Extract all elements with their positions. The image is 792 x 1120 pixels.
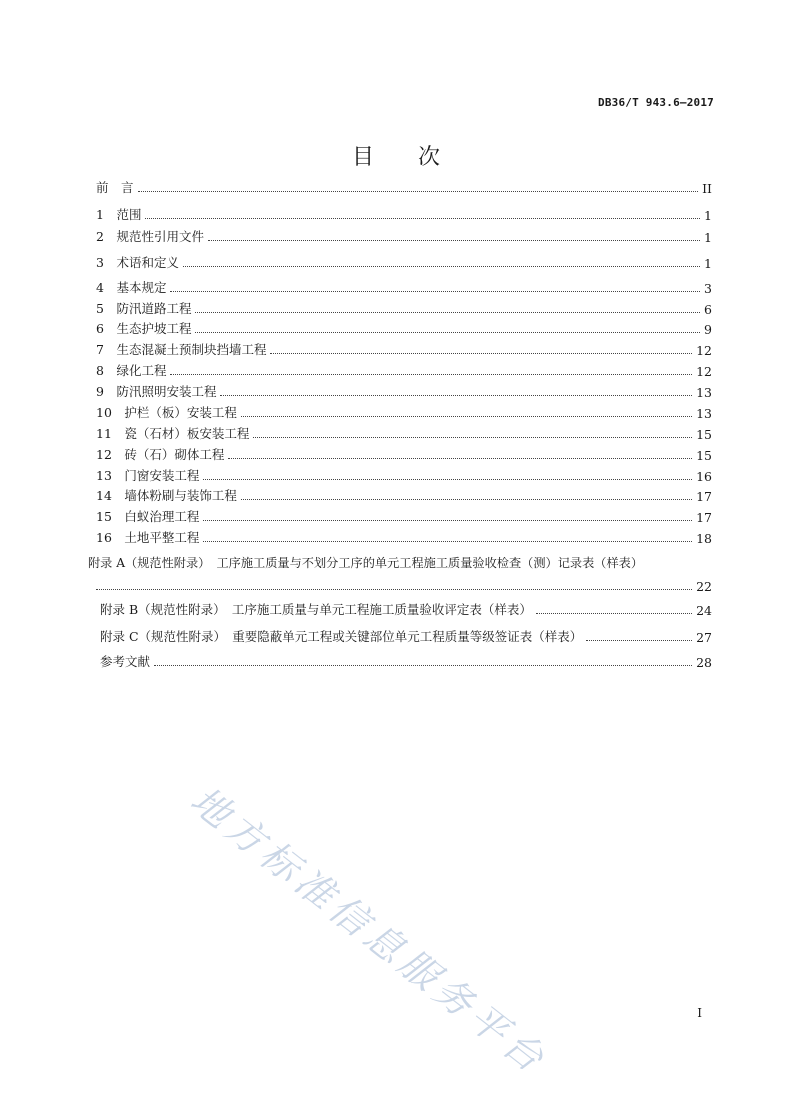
toc-entry-appendix-c[interactable] bbox=[100, 627, 712, 645]
toc-entry-label: 前 言 bbox=[96, 180, 134, 195]
toc-entry-label: 2 规范性引用文件 bbox=[96, 229, 204, 244]
toc-entry-page: 17 bbox=[696, 510, 712, 525]
toc-entry-14[interactable] bbox=[96, 486, 712, 504]
toc-entry-page: 1 bbox=[704, 208, 712, 223]
toc-entry-label: 7 生态混凝土预制块挡墙工程 bbox=[96, 342, 267, 357]
toc-entry-page: 22 bbox=[696, 579, 712, 594]
toc-entry-page: 24 bbox=[696, 603, 712, 618]
toc-entry-page: 27 bbox=[696, 630, 712, 645]
toc-entry-8[interactable] bbox=[96, 361, 712, 379]
leader-dots bbox=[203, 541, 692, 542]
toc-entry-6[interactable] bbox=[96, 319, 712, 337]
leader-dots bbox=[183, 266, 700, 267]
toc-entry-4[interactable] bbox=[96, 278, 712, 296]
toc-entry-7[interactable] bbox=[96, 340, 712, 358]
leader-dots bbox=[170, 374, 692, 375]
toc-entry-label: 8 绿化工程 bbox=[96, 363, 167, 378]
toc-entry-appendix-a[interactable] bbox=[88, 553, 716, 571]
toc-entry-label: 附录 A（规范性附录） 工序施工质量与不划分工序的单元工程施工质量验收检查（测）记录表（样表） bbox=[88, 556, 644, 570]
toc-entry-12[interactable] bbox=[96, 445, 712, 463]
toc-entry-appendix-a-continuation[interactable] bbox=[96, 576, 712, 594]
toc-entry-3[interactable] bbox=[96, 253, 712, 271]
leader-dots bbox=[586, 640, 692, 641]
toc-entry-label: 3 术语和定义 bbox=[96, 255, 179, 270]
toc-entry-label: 10 护栏（板）安装工程 bbox=[96, 405, 237, 420]
toc-entry-label: 11 瓷（石材）板安装工程 bbox=[96, 426, 250, 441]
toc-entry-page: 15 bbox=[696, 427, 712, 442]
leader-dots bbox=[203, 520, 692, 521]
toc-entry-page: 12 bbox=[696, 343, 712, 358]
toc-entry-foreword[interactable] bbox=[96, 178, 712, 196]
leader-dots bbox=[536, 613, 692, 614]
toc-entry-13[interactable] bbox=[96, 466, 712, 484]
toc-entry-label: 9 防汛照明安装工程 bbox=[96, 384, 217, 399]
toc-entry-label: 6 生态护坡工程 bbox=[96, 321, 192, 336]
toc-entry-1[interactable] bbox=[96, 205, 712, 223]
leader-dots bbox=[154, 665, 692, 666]
toc-entry-16[interactable] bbox=[96, 528, 712, 546]
toc-entry-label: 16 土地平整工程 bbox=[96, 530, 200, 545]
toc-entry-page: 6 bbox=[704, 302, 712, 317]
leader-dots bbox=[96, 589, 692, 590]
toc-entry-2[interactable] bbox=[96, 227, 712, 245]
toc-entry-9[interactable] bbox=[96, 382, 712, 400]
page-number: I bbox=[697, 1006, 702, 1020]
toc-entry-label: 13 门窗安装工程 bbox=[96, 468, 200, 483]
toc-entry-page: 9 bbox=[704, 322, 712, 337]
toc-entry-references[interactable] bbox=[100, 652, 712, 670]
toc-entry-appendix-b[interactable] bbox=[100, 600, 712, 618]
leader-dots bbox=[270, 353, 692, 354]
toc-entry-page: 1 bbox=[704, 230, 712, 245]
leader-dots bbox=[203, 479, 692, 480]
toc-entry-label: 12 砖（石）砌体工程 bbox=[96, 447, 225, 462]
leader-dots bbox=[241, 499, 692, 500]
toc-entry-page: 1 bbox=[704, 256, 712, 271]
toc-entry-page: 12 bbox=[696, 364, 712, 379]
leader-dots bbox=[208, 240, 700, 241]
leader-dots bbox=[241, 416, 692, 417]
toc-entry-label: 附录 C（规范性附录） 重要隐蔽单元工程或关键部位单元工程质量等级签证表（样表） bbox=[100, 629, 583, 644]
page-title: 目 次 bbox=[351, 145, 440, 170]
watermark-text: 地方标准信息服务平台 bbox=[182, 777, 557, 1084]
toc-entry-label: 参考文献 bbox=[100, 654, 151, 669]
standard-code: DB36/T 943.6—2017 bbox=[598, 96, 714, 109]
toc-entry-10[interactable] bbox=[96, 403, 712, 421]
toc-entry-label: 15 白蚁治理工程 bbox=[96, 509, 200, 524]
toc-entry-label: 5 防汛道路工程 bbox=[96, 301, 192, 316]
toc-entry-page: 16 bbox=[696, 469, 712, 484]
toc-entry-label: 14 墙体粉刷与装饰工程 bbox=[96, 488, 237, 503]
toc-entry-page: II bbox=[702, 181, 712, 196]
toc-entry-label: 1 范围 bbox=[96, 207, 142, 222]
leader-dots bbox=[253, 437, 692, 438]
leader-dots bbox=[170, 291, 700, 292]
toc-entry-label: 4 基本规定 bbox=[96, 280, 167, 295]
toc-entry-15[interactable] bbox=[96, 507, 712, 525]
leader-dots bbox=[138, 191, 699, 192]
leader-dots bbox=[145, 218, 700, 219]
toc-entry-11[interactable] bbox=[96, 424, 712, 442]
toc-entry-page: 15 bbox=[696, 448, 712, 463]
toc-entry-page: 28 bbox=[696, 655, 712, 670]
toc-entry-page: 18 bbox=[696, 531, 712, 546]
toc-entry-page: 3 bbox=[704, 281, 712, 296]
toc-entry-page: 17 bbox=[696, 489, 712, 504]
leader-dots bbox=[195, 332, 700, 333]
toc-entry-page: 13 bbox=[696, 406, 712, 421]
leader-dots bbox=[220, 395, 692, 396]
leader-dots bbox=[195, 312, 700, 313]
toc-entry-5[interactable] bbox=[96, 299, 712, 317]
toc-entry-label: 附录 B（规范性附录） 工序施工质量与单元工程施工质量验收评定表（样表） bbox=[100, 602, 532, 617]
leader-dots bbox=[228, 458, 692, 459]
toc-entry-page: 13 bbox=[696, 385, 712, 400]
